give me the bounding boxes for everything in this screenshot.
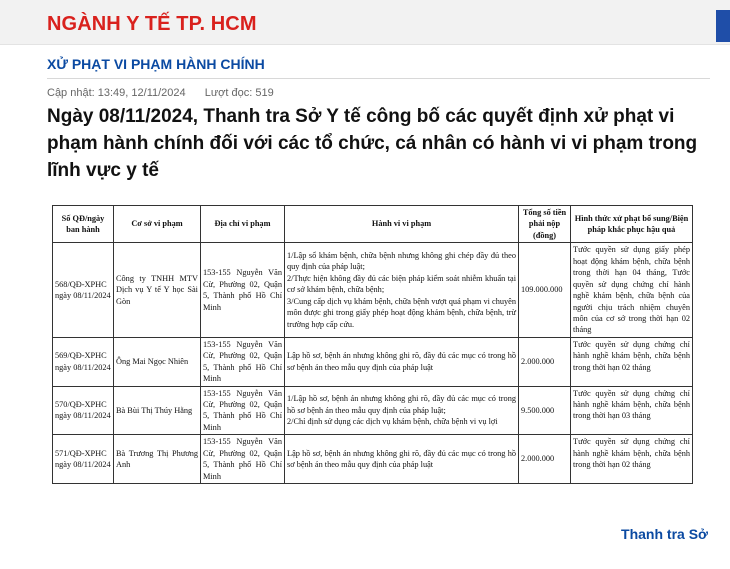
penalty-table <box>52 205 693 484</box>
facility-name: Bà Bùi Thị Thúy Hằng <box>114 386 201 435</box>
header-decision: Số QĐ/ngày ban hành <box>53 206 114 243</box>
header-amount: Tổng số tiền phải nộp (đồng) <box>519 206 571 243</box>
facility-address: 153-155 Nguyễn Văn Cừ, Phường 02, Quận 5, Thành phố Hồ Chí Minh <box>201 243 285 338</box>
violation-item: 1/Lập sổ khám bệnh, chữa bệnh nhưng không ghi chép đầy đủ theo quy định của pháp luật; <box>287 251 516 272</box>
fine-amount: 2.000.000 <box>519 337 571 386</box>
facility-address: 153-155 Nguyễn Văn Cừ, Phường 02, Quận 5, Thành phố Hồ Chí Minh <box>201 386 285 435</box>
table-row <box>53 337 693 386</box>
view-count: Lượt đọc: 519 <box>204 87 274 99</box>
violation-list <box>285 435 519 484</box>
additional-sanction: Tước quyền sử dụng giấy phép hoạt động khám bệnh, chữa bệnh trong thời hạn 04 tháng, Tước quyền sử dụng chứng chỉ hành nghề khám bệnh, chữa bệnh của người chịu trách nhiệm chuyên môn của cơ sở trong thời hạn 02 tháng <box>571 243 693 338</box>
additional-sanction: Tước quyền sử dụng chứng chỉ hành nghề khám bệnh, chữa bệnh trong thời hạn 02 tháng <box>571 435 693 484</box>
table-row <box>53 243 693 338</box>
category-link[interactable]: XỬ PHẠT VI PHẠM HÀNH CHÍNH <box>47 56 265 72</box>
additional-sanction: Tước quyền sử dụng chứng chỉ hành nghề khám bệnh, chữa bệnh trong thời hạn 03 tháng <box>571 386 693 435</box>
site-title-link[interactable]: NGÀNH Y TẾ TP. HCM <box>47 13 257 35</box>
penalty-table-wrapper <box>52 205 692 484</box>
decision-number: 569/QĐ-XPHC ngày 08/11/2024 <box>53 337 114 386</box>
table-header-row <box>53 206 693 243</box>
header-violations: Hành vi vi phạm <box>285 206 519 243</box>
header-sanction: Hình thức xử phạt bổ sung/Biện pháp khắc phục hậu quả <box>571 206 693 243</box>
header-accent-bar <box>716 10 730 42</box>
facility-name: Bà Trương Thị Phương Anh <box>114 435 201 484</box>
facility-name: Công ty TNHH MTV Dịch vụ Y tế Y học Sài Gòn <box>114 243 201 338</box>
additional-sanction: Tước quyền sử dụng chứng chỉ hành nghề khám bệnh, chữa bệnh trong thời hạn 02 tháng <box>571 337 693 386</box>
violation-item: 2/Chỉ định sử dụng các dịch vụ khám bệnh, chữa bệnh vi vụ lợi <box>287 417 498 427</box>
decision-number: 568/QĐ-XPHC ngày 08/11/2024 <box>53 243 114 338</box>
site-header <box>0 0 730 45</box>
header-address: Địa chỉ vi phạm <box>201 206 285 243</box>
decision-number: 570/QĐ-XPHC ngày 08/11/2024 <box>53 386 114 435</box>
article-title: Ngày 08/11/2024, Thanh tra Sở Y tế công bố các quyết định xử phạt vi phạm hành chính đối với các tổ chức, cá nhân có hành vi vi phạm trong lĩnh vực y tế <box>47 106 698 182</box>
article-meta <box>47 87 274 99</box>
violation-list <box>285 386 519 435</box>
source-credit: Thanh tra Sở <box>621 526 708 542</box>
updated-time: Cập nhật: 13:49, 12/11/2024 <box>47 87 186 99</box>
decision-number: 571/QĐ-XPHC ngày 08/11/2024 <box>53 435 114 484</box>
table-row <box>53 386 693 435</box>
violation-item: 1/Lập hồ sơ, bệnh án nhưng không ghi rõ, đầy đủ các mục có trong hồ sơ bệnh án theo mẫu quy định của pháp luật; <box>287 394 516 415</box>
header-facility: Cơ sở vi phạm <box>114 206 201 243</box>
violation-item: Lập hồ sơ, bệnh án nhưng không ghi rõ, đầy đủ các mục có trong hồ sơ bệnh án theo mẫu quy định của pháp luật <box>287 351 516 372</box>
violation-item: 3/Cung cấp dịch vụ khám bệnh, chữa bệnh vượt quá phạm vi chuyên môn được ghi trong giấy phép hoạt động khám bệnh, chữa bệnh, trừ trường hợp cấp cứu. <box>287 296 516 329</box>
fine-amount: 109.000.000 <box>519 243 571 338</box>
facility-address: 153-155 Nguyễn Văn Cừ, Phường 02, Quận 5, Thành phố Hồ Chí Minh <box>201 337 285 386</box>
violation-list <box>285 243 519 338</box>
violation-item: 2/Thực hiện không đầy đủ các biện pháp kiểm soát nhiễm khuẩn tại cơ sở khám bệnh, chữa bệnh; <box>287 273 516 295</box>
violation-list <box>285 337 519 386</box>
fine-amount: 2.000.000 <box>519 435 571 484</box>
facility-address: 153-155 Nguyễn Văn Cừ, Phường 02, Quận 5, Thành phố Hồ Chí Minh <box>201 435 285 484</box>
category-divider <box>47 78 710 79</box>
facility-name: Ông Mai Ngọc Nhiên <box>114 337 201 386</box>
violation-item: Lập hồ sơ, bệnh án nhưng không ghi rõ, đầy đủ các mục có trong hồ sơ bệnh án theo mẫu quy định của pháp luật <box>287 448 516 470</box>
table-row <box>53 435 693 484</box>
fine-amount: 9.500.000 <box>519 386 571 435</box>
